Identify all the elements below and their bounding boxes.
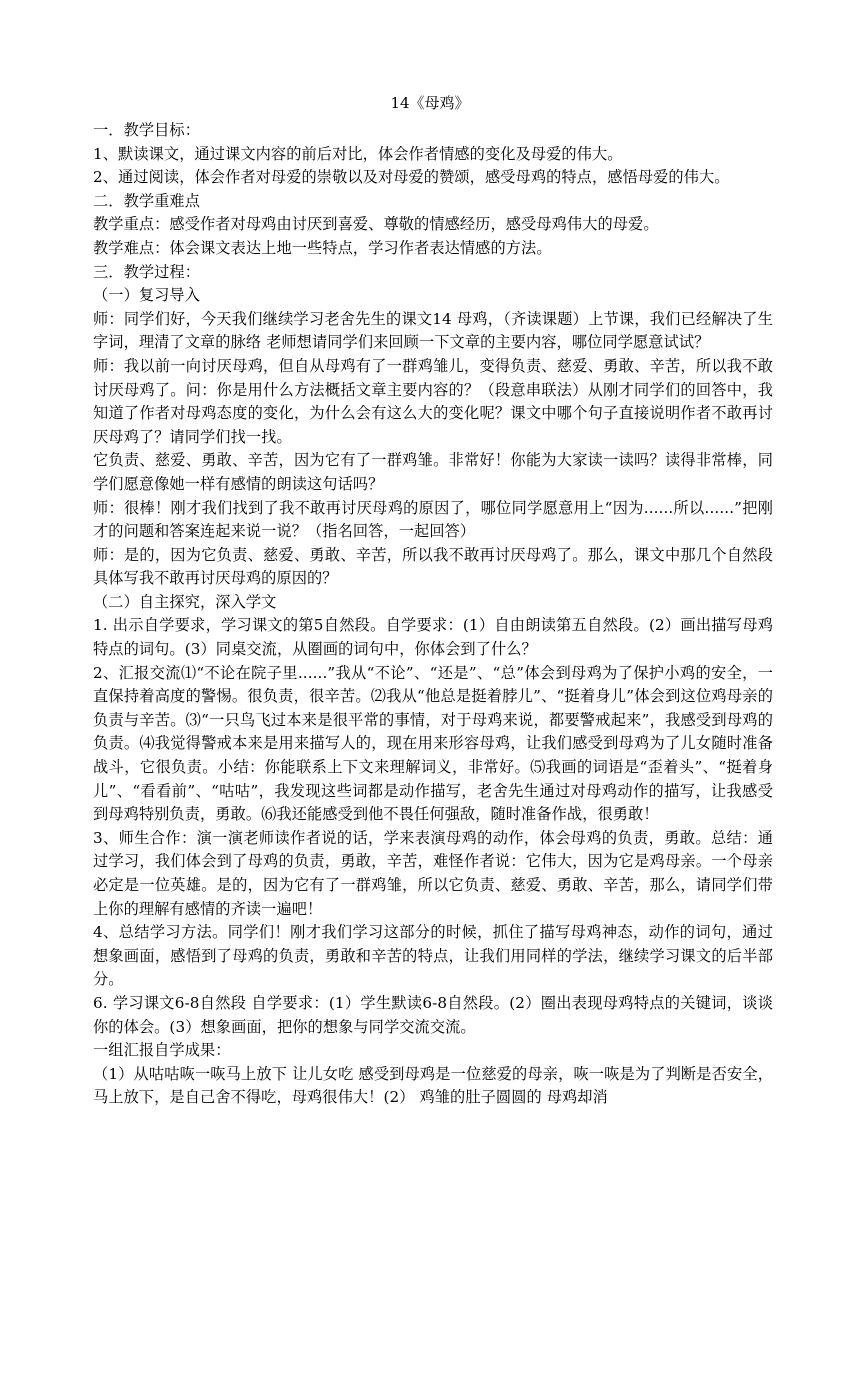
- goal-item-2: 2、通过阅读，体会作者对母爱的崇敬以及对母爱的赞颂，感受母鸡的特点，感悟母爱的伟大。: [93, 168, 730, 187]
- key-point: 教学重点：感受作者对母鸡由讨厌到喜爱、尊敬的情感经历，感受母鸡伟大的母爱。: [93, 215, 659, 234]
- subheading-review: （一）复习导入: [93, 286, 201, 305]
- paragraph: 师：很棒！刚才我们找到了我不敢再讨厌母鸡的原因了，哪位同学愿意用上“因为......所以......”把刚才的问题和答案连起来说一说？（指名回答，一起回答）: [93, 498, 773, 541]
- paragraph: 它负责、慈爱、勇敢、辛苦，因为它有了一群鸡雏。非常好！你能为大家读一读吗？读得非常棒，同学们愿意像她一样有感情的朗读这句话吗？: [93, 451, 773, 493]
- heading-teaching-goals: 一．教学目标：: [93, 121, 201, 139]
- document-title: 14《母鸡》: [390, 94, 470, 112]
- goal-item-1: 1、默读课文，通过课文内容的前后对比，体会作者情感的变化及母爱的伟大。: [93, 144, 623, 163]
- paragraph: 2、汇报交流⑴“不论在院子里......”我从“不论”、“还是”、“总”体会到母鸡为了保护小鸡的安全，一直保持着高度的警惕。很负责，很辛苦。⑵我从“他总是挺着脖儿”、“挺着身儿”体会到这位鸡母亲的负责与辛苦。⑶“一只鸟飞过本来是很平常的事情，对于母鸡来说，都要警戒起来”，我感受到母鸡的负责。⑷我觉得警戒本来是用来描写人的，现在用来形容母鸡，让我们感受到母鸡为了儿女随时准备战斗，它很负责。小结：你能联系上下文来理解词义，非常好。⑸我画的词语是“歪着头”、“挺着身儿”、“看看前”、“咕咕”，我发现这些词都是动作描写，老舍先生通过对母鸡动作的描写，让我感受到母鸡特别负责，勇敢。⑹我还能感受到他不畏任何强敌，随时准备作战，很勇敢！: [93, 663, 773, 824]
- paragraph: 3、师生合作：演一演老师读作者说的话，学来表演母鸡的动作，体会母鸡的负责，勇敢。总结：通过学习，我们体会到了母鸡的负责，勇敢，辛苦，难怪作者说：它伟大，因为它是鸡母亲。一个母亲必定是一位英雄。是的，因为它有了一群鸡雏，所以它负责、慈爱、勇敢、辛苦，那么，请同学们带上你的理解有感情的齐读一遍吧！: [93, 828, 773, 918]
- heading-key-points: 二．教学重难点: [93, 191, 201, 210]
- subheading-self-study: （二）自主探究，深入学文: [93, 592, 277, 611]
- paragraph: （1）从咕咕咴一咴马上放下 让儿女吃 感受到母鸡是一位慈爱的母亲，咴一咴是为了判断是否安全，马上放下，是自己舍不得吃，母鸡很伟大！(2） 鸡雏的肚子圆圆的 母鸡却消: [93, 1064, 773, 1107]
- difficult-point: 教学难点：体会课文表达上地一些特点，学习作者表达情感的方法。: [93, 238, 552, 257]
- paragraph: 师：同学们好，今天我们继续学习老舍先生的课文14 母鸡，（齐读课题）上节课，我们已经解决了生字词，理清了文章的脉络 老师想请同学们来回顾一下文章的主要内容，哪位同学愿意试试？: [93, 309, 773, 352]
- paragraph: 4、总结学习方法。同学们！刚才我们学习这部分的时候，抓住了描写母鸡神态，动作的词句，通过想象画面，感悟到了母鸡的负责，勇敢和辛苦的特点，让我们用同样的学法，继续学习课文的后半部分。: [93, 923, 773, 989]
- document-body: [93, 119, 773, 1110]
- paragraph: 6. 学习课文6-8自然段 自学要求：(1）学生默读6-8自然段。(2）圈出表现母鸡特点的关键词，谈谈你的体会。(3）想象画面，把你的想象与同学交流交流。: [93, 993, 773, 1036]
- paragraph: 一组汇报自学成果：: [93, 1041, 231, 1060]
- paragraph: 师：是的，因为它负责、慈爱、勇敢、辛苦，所以我不敢再讨厌母鸡了。那么，课文中那几个自然段具体写我不敢再讨厌母鸡的原因的？: [93, 545, 773, 588]
- heading-teaching-process: 三．教学过程：: [93, 262, 201, 281]
- paragraph: 1. 出示自学要求，学习课文的第5自然段。自学要求：(1）自由朗读第五自然段。(2）画出描写母鸡特点的词句。(3）同桌交流，从圈画的词句中，你体会到了什么？: [93, 616, 773, 659]
- paragraph: 师：我以前一向讨厌母鸡，但自从母鸡有了一群鸡雏儿，变得负责、慈爱、勇敢、辛苦，所以我不敢讨厌母鸡了。问：你是用什么方法概括文章主要内容的？（段意串联法）从刚才同学们的回答中，我知道了作者对母鸡态度的变化，为什么会有这么大的变化呢？课文中哪个句子直接说明作者不敢再讨厌母鸡了？请同学们找一找。: [93, 356, 773, 446]
